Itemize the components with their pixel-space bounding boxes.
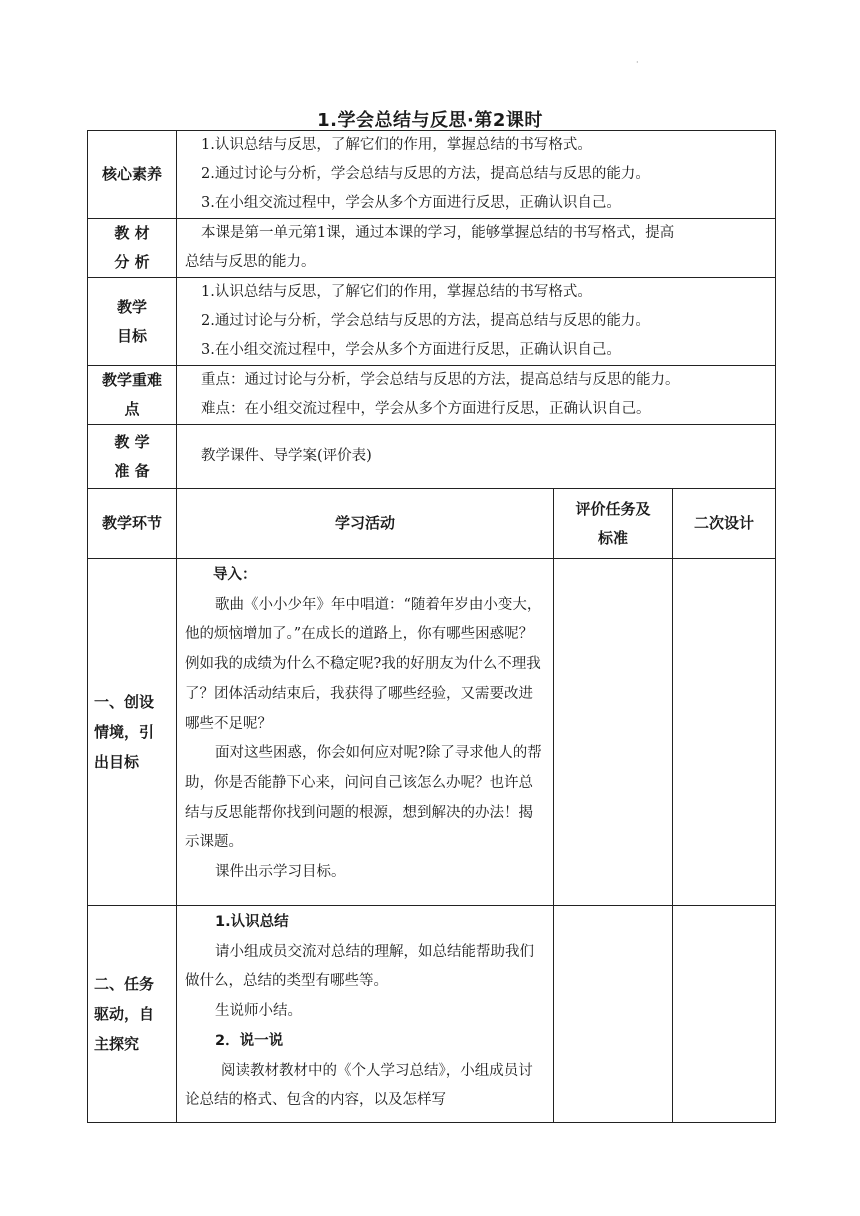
- core-label: 核心素养: [88, 131, 177, 219]
- stage1-heading: 导入：: [213, 567, 257, 583]
- goal-item: 3.在小组交流过程中，学会从多个方面进行反思，正确认识自己。: [201, 342, 621, 358]
- goal-item: 2.通过讨论与分析，学会总结与反思的方法，提高总结与反思的能力。: [201, 313, 650, 329]
- stage2-activity: [177, 906, 554, 1123]
- core-item: 3.在小组交流过程中，学会从多个方面进行反思，正确认识自己。: [201, 195, 621, 211]
- stage1-para: 面对这些困惑，你会如何应对呢?除了寻求他人的帮助，你是否能静下心来，问问自己该怎么办呢？也许总结与反思能帮你找到问题的根源，想到解决的办法！揭示课题。: [185, 745, 542, 851]
- goal-item: 1.认识总结与反思，了解它们的作用，掌握总结的书写格式。: [201, 284, 592, 300]
- header-eval: 评价任务及 标准: [554, 489, 673, 559]
- core-content: [177, 131, 776, 219]
- stage1-para: 课件出示学习目标。: [215, 864, 346, 881]
- stage2-para: 阅读教材教材中的《个人学习总结》，小组成员讨论总结的格式、包含的内容，以及怎样写: [185, 1062, 533, 1109]
- stage2-para: 请小组成员交流对总结的理解，如总结能帮助我们做什么，总结的类型有哪些等。: [185, 943, 534, 990]
- analysis-row: [88, 219, 776, 278]
- core-item: 1.认识总结与反思，了解它们的作用，掌握总结的书写格式。: [201, 137, 592, 153]
- goals-content: [177, 278, 776, 366]
- stage1-activity: [177, 559, 554, 906]
- core-item: 2.通过讨论与分析，学会总结与反思的方法，提高总结与反思的能力。: [201, 166, 650, 182]
- stage2-para: 生说师小结。: [215, 1003, 302, 1020]
- analysis-content: [177, 219, 776, 278]
- stage2-eval: [554, 906, 673, 1123]
- stage1-para: 歌曲《小小少年》年中唱道：“随着年岁由小变大，他的烦恼增加了。”在成长的道路上，你有哪些困惑呢？例如我的成绩为什么不稳定呢?我的好朋友为什么不理我了？团体活动结束后，我获得了哪些经验，又需要改进哪些不足呢？: [185, 596, 542, 732]
- page-mark: ·: [636, 58, 639, 67]
- stage1-row: [88, 559, 776, 906]
- key-points-row: [88, 366, 776, 425]
- page-title: 1.学会总结与反思·第2课时: [317, 110, 543, 131]
- goals-row: [88, 278, 776, 366]
- lesson-plan-table: [87, 130, 776, 1123]
- key-points-label: 教学重难 点: [88, 366, 177, 425]
- core-row: [88, 131, 776, 219]
- stage2-redesign: [673, 906, 776, 1123]
- header-activity: 学习活动: [177, 489, 554, 559]
- stage2-heading-2: 2．说一说: [215, 1032, 284, 1049]
- stage1-eval: [554, 559, 673, 906]
- difficult-point: 难点：在小组交流过程中，学会从多个方面进行反思，正确认识自己。: [201, 401, 651, 417]
- stage2-label: 二、任务 驱动，自 主探究: [88, 906, 177, 1123]
- stage2-heading-1: 1.认识总结: [215, 914, 289, 930]
- key-points-content: [177, 366, 776, 425]
- goals-label: 教学 目标: [88, 278, 177, 366]
- analysis-line-2: 总结与反思的能力。: [185, 254, 316, 270]
- header-stage: 教学环节: [88, 489, 177, 559]
- header-row: [88, 489, 776, 559]
- prep-text: 教学课件、导学案(评价表): [201, 448, 372, 464]
- prep-content: [177, 425, 776, 489]
- stage2-row: [88, 906, 776, 1123]
- key-point: 重点：通过讨论与分析，学会总结与反思的方法，提高总结与反思的能力。: [201, 372, 680, 388]
- analysis-label: 教 材 分 析: [88, 219, 177, 278]
- prep-label: 教 学 准 备: [88, 425, 177, 489]
- stage1-redesign: [673, 559, 776, 906]
- prep-row: [88, 425, 776, 489]
- header-redesign: 二次设计: [673, 489, 776, 559]
- stage1-label: 一、创设 情境，引 出目标: [88, 559, 177, 906]
- analysis-line-1: 本课是第一单元第1课，通过本课的学习，能够掌握总结的书写格式，提高: [201, 225, 675, 241]
